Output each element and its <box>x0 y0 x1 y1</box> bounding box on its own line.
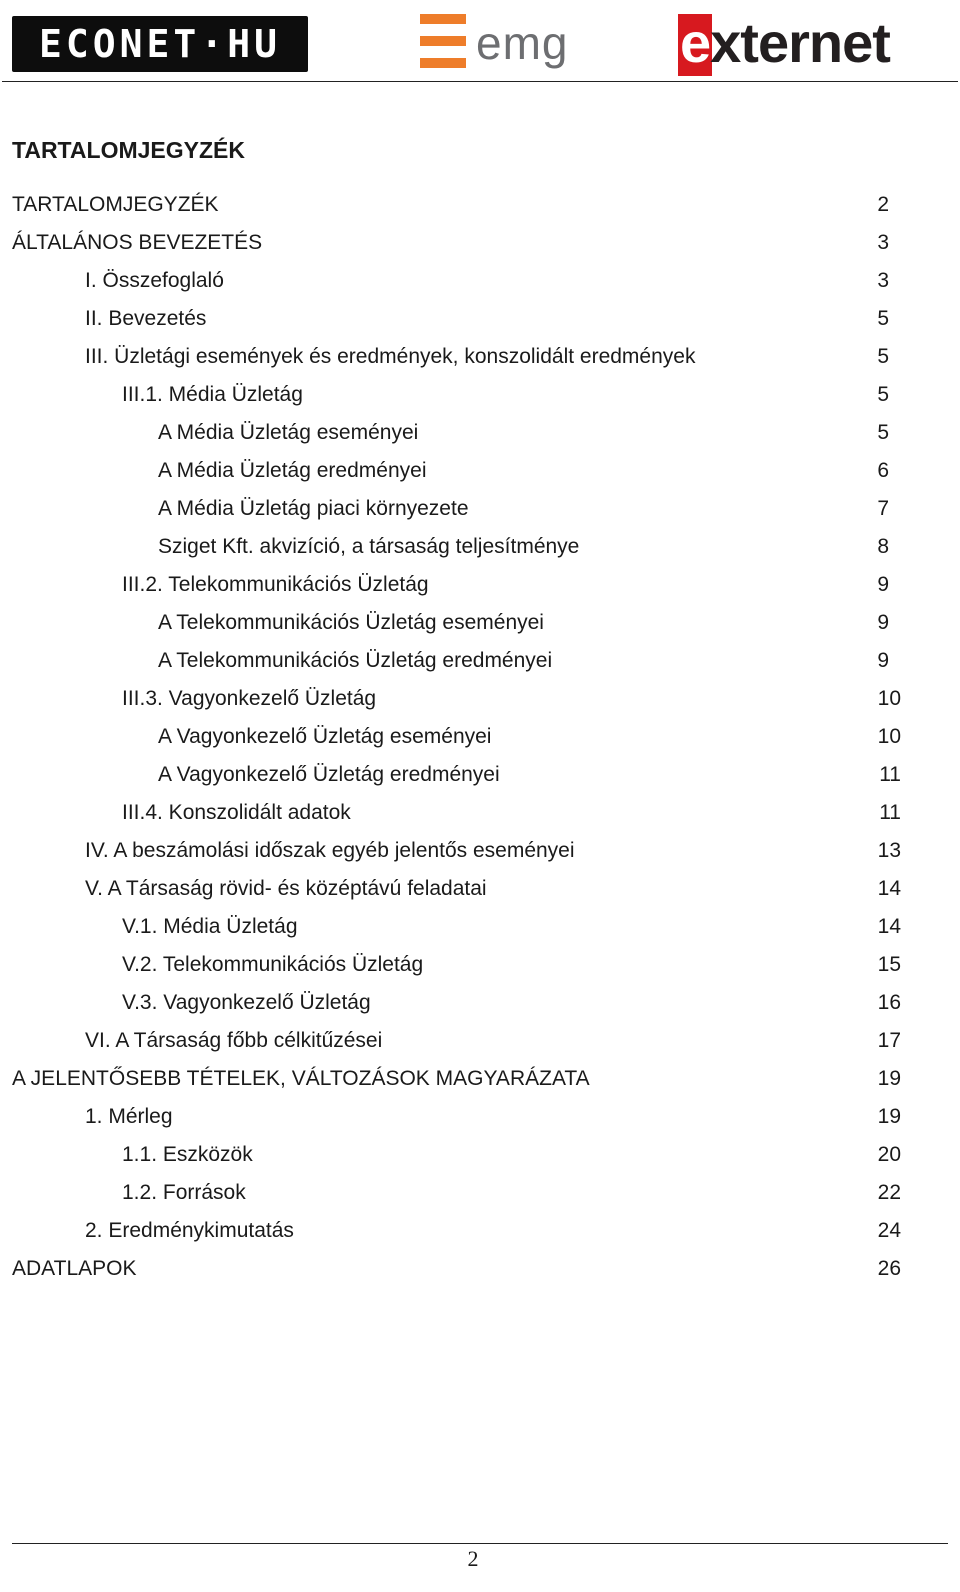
toc-entry-label: III.1. Média Üzletág <box>122 383 303 406</box>
toc-entry[interactable] <box>0 263 960 301</box>
toc-entry-label: TARTALOMJEGYZÉK <box>12 193 219 216</box>
toc-entry-label: II. Bevezetés <box>85 307 207 330</box>
toc-entry[interactable] <box>0 187 960 225</box>
toc-entry-label: ÁLTALÁNOS BEVEZETÉS <box>12 231 263 254</box>
toc-entry-page: 5 <box>877 307 889 330</box>
toc-entry[interactable] <box>0 1251 960 1289</box>
toc-entry-label: IV. A beszámolási időszak egyéb jelentős eseményei <box>85 839 575 862</box>
toc-entry[interactable] <box>0 377 960 415</box>
toc-entry-label: A Telekommunikációs Üzletág eseményei <box>158 611 544 634</box>
toc-entry-label: I. Összefoglaló <box>85 269 224 292</box>
toc-entry[interactable] <box>0 1061 960 1099</box>
toc-entry-label: A Telekommunikációs Üzletág eredményei <box>158 649 553 672</box>
toc-entry-label: A Vagyonkezelő Üzletág eseményei <box>158 725 492 748</box>
toc-entry[interactable] <box>0 985 960 1023</box>
toc-entry-label: V.2. Telekommunikációs Üzletág <box>122 953 424 976</box>
toc-entry-label: V.1. Média Üzletág <box>122 915 298 938</box>
footer-divider <box>12 1543 948 1544</box>
toc-entry[interactable] <box>0 1175 960 1213</box>
toc-entry-label: 1. Mérleg <box>85 1105 173 1128</box>
externet-logo-text: externet <box>680 11 890 74</box>
toc-entry-label: 2. Eredménykimutatás <box>85 1219 294 1242</box>
toc-entry[interactable] <box>0 453 960 491</box>
toc-entry-label: 1.1. Eszközök <box>122 1143 253 1166</box>
toc-entry-page: 8 <box>877 535 889 558</box>
toc-entry-page: 3 <box>877 269 889 292</box>
toc-entry-page: 16 <box>877 991 901 1014</box>
toc-entry-page: 2 <box>877 193 889 216</box>
toc-entry[interactable] <box>0 643 960 681</box>
toc-entry-page: 13 <box>877 839 901 862</box>
toc-entry-label: ADATLAPOK <box>12 1257 137 1280</box>
toc-entry-page: 26 <box>877 1257 901 1280</box>
toc-entry[interactable] <box>0 719 960 757</box>
toc-entry[interactable] <box>0 605 960 643</box>
page-header <box>0 0 960 84</box>
toc-entry[interactable] <box>0 1023 960 1061</box>
toc-entry-page: 5 <box>877 383 889 406</box>
toc-entry-label: VI. A Társaság főbb célkitűzései <box>85 1029 383 1052</box>
toc-entry-label: A Vagyonkezelő Üzletág eredményei <box>158 763 500 786</box>
toc-entry-label: III.4. Konszolidált adatok <box>122 801 351 824</box>
table-of-contents <box>0 187 960 1289</box>
econet-logo <box>12 16 308 72</box>
toc-entry[interactable] <box>0 225 960 263</box>
toc-entry[interactable] <box>0 909 960 947</box>
toc-entry-page: 14 <box>877 877 901 900</box>
toc-entry-page: 19 <box>877 1105 901 1128</box>
toc-entry-page: 9 <box>877 649 889 672</box>
toc-entry-label: III.2. Telekommunikációs Üzletág <box>122 573 429 596</box>
toc-entry[interactable] <box>0 1137 960 1175</box>
toc-entry[interactable] <box>0 415 960 453</box>
toc-entry-label: 1.2. Források <box>122 1181 246 1204</box>
emg-bars-icon <box>420 14 466 74</box>
toc-entry-label: III.3. Vagyonkezelő Üzletág <box>122 687 377 710</box>
toc-entry-page: 9 <box>877 573 889 596</box>
toc-entry-page: 9 <box>877 611 889 634</box>
toc-entry[interactable] <box>0 491 960 529</box>
toc-entry-page: 14 <box>877 915 901 938</box>
toc-entry-page: 6 <box>877 459 889 482</box>
toc-entry-page: 10 <box>877 725 901 748</box>
toc-entry[interactable] <box>0 1213 960 1251</box>
toc-entry[interactable] <box>0 757 960 795</box>
toc-entry-page: 15 <box>877 953 901 976</box>
toc-entry[interactable] <box>0 833 960 871</box>
toc-entry-label: A Média Üzletág eredményei <box>158 459 427 482</box>
toc-entry-page: 7 <box>877 497 889 520</box>
econet-logo-text: ECONET·HU <box>39 22 281 66</box>
toc-entry-page: 11 <box>879 801 901 824</box>
toc-entry-label: V. A Társaság rövid- és középtávú feladatai <box>85 877 487 900</box>
toc-entry-page: 11 <box>879 763 901 786</box>
toc-entry-page: 3 <box>877 231 889 254</box>
toc-entry-page: 17 <box>877 1029 901 1052</box>
toc-entry-label: A Média Üzletág eseményei <box>158 421 419 444</box>
toc-entry-page: 5 <box>877 421 889 444</box>
page-title: TARTALOMJEGYZÉK <box>12 137 245 163</box>
toc-entry[interactable] <box>0 871 960 909</box>
toc-entry-page: 24 <box>877 1219 901 1242</box>
header-divider <box>2 81 958 82</box>
toc-entry[interactable] <box>0 795 960 833</box>
toc-entry-page: 19 <box>877 1067 901 1090</box>
toc-entry-page: 22 <box>877 1181 901 1204</box>
toc-entry[interactable] <box>0 301 960 339</box>
toc-entry[interactable] <box>0 947 960 985</box>
toc-entry[interactable] <box>0 529 960 567</box>
toc-entry[interactable] <box>0 1099 960 1137</box>
toc-entry[interactable] <box>0 567 960 605</box>
toc-entry-page: 10 <box>877 687 901 710</box>
toc-entry-label: V.3. Vagyonkezelő Üzletág <box>122 991 371 1014</box>
toc-entry[interactable] <box>0 339 960 377</box>
toc-entry-page: 20 <box>877 1143 901 1166</box>
toc-entry-label: Sziget Kft. akvizíció, a társaság teljesítménye <box>158 535 580 558</box>
toc-entry-label: III. Üzletági események és eredmények, konszolidált eredmények <box>85 345 696 368</box>
emg-logo <box>420 12 580 74</box>
externet-logo <box>678 12 908 76</box>
toc-entry-label: A JELENTŐSEBB TÉTELEK, VÁLTOZÁSOK MAGYARÁZATA <box>12 1067 590 1090</box>
toc-entry[interactable] <box>0 681 960 719</box>
page-number: 2 <box>467 1546 479 1571</box>
toc-entry-page: 5 <box>877 345 889 368</box>
toc-entry-label: A Média Üzletág piaci környezete <box>158 497 469 520</box>
emg-logo-text: emg <box>476 17 569 69</box>
